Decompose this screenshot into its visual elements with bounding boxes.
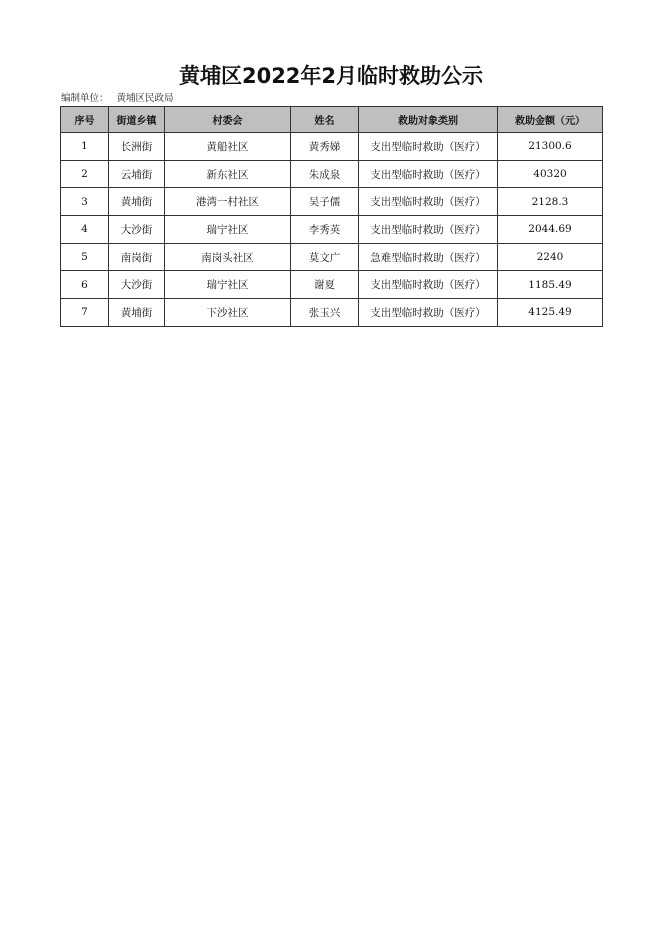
cell-subdistrict: 云埔街 <box>109 160 165 188</box>
cell-serial: 6 <box>61 271 109 299</box>
cell-amount: 2240 <box>498 243 603 271</box>
table-row <box>61 271 603 299</box>
cell-community: 港湾一村社区 <box>165 188 291 216</box>
cell-subdistrict: 南岗街 <box>109 243 165 271</box>
cell-category: 支出型临时救助（医疗） <box>359 299 498 327</box>
cell-amount: 40320 <box>498 160 603 188</box>
cell-serial: 2 <box>61 160 109 188</box>
compiling-unit-value: 黄埔区民政局 <box>116 93 174 104</box>
cell-category: 支出型临时救助（医疗） <box>359 160 498 188</box>
cell-community: 南岗头社区 <box>165 243 291 271</box>
table-row <box>61 299 603 327</box>
cell-serial: 7 <box>61 299 109 327</box>
cell-amount: 1185.49 <box>498 271 603 299</box>
header-community: 村委会 <box>165 107 291 133</box>
cell-community: 瑞宁社区 <box>165 271 291 299</box>
cell-subdistrict: 黄埔街 <box>109 188 165 216</box>
table-row <box>61 216 603 244</box>
header-category: 救助对象类别 <box>359 107 498 133</box>
cell-community: 新东社区 <box>165 160 291 188</box>
header-amount: 救助金额（元） <box>498 107 603 133</box>
compiling-unit <box>61 90 174 104</box>
table-row <box>61 243 603 271</box>
cell-category: 支出型临时救助（医疗） <box>359 271 498 299</box>
cell-amount: 21300.6 <box>498 133 603 161</box>
header-serial: 序号 <box>61 107 109 133</box>
cell-category: 支出型临时救助（医疗） <box>359 188 498 216</box>
cell-amount: 2044.69 <box>498 216 603 244</box>
cell-name: 朱成泉 <box>291 160 359 188</box>
table-row <box>61 133 603 161</box>
cell-subdistrict: 大沙街 <box>109 216 165 244</box>
cell-serial: 4 <box>61 216 109 244</box>
cell-amount: 4125.49 <box>498 299 603 327</box>
cell-name: 吴子儒 <box>291 188 359 216</box>
cell-community: 瑞宁社区 <box>165 216 291 244</box>
cell-name: 张玉兴 <box>291 299 359 327</box>
cell-name: 黄秀娣 <box>291 133 359 161</box>
cell-subdistrict: 大沙街 <box>109 271 165 299</box>
relief-table <box>60 106 603 327</box>
cell-amount: 2128.3 <box>498 188 603 216</box>
cell-serial: 5 <box>61 243 109 271</box>
cell-serial: 1 <box>61 133 109 161</box>
cell-category: 支出型临时救助（医疗） <box>359 133 498 161</box>
cell-serial: 3 <box>61 188 109 216</box>
cell-name: 谢夏 <box>291 271 359 299</box>
header-name: 姓名 <box>291 107 359 133</box>
table-header-row <box>61 107 603 133</box>
compiling-unit-label: 编制单位： <box>61 93 109 104</box>
page-title: 黄埔区2022年2月临时救助公示 <box>178 64 484 88</box>
table-row <box>61 160 603 188</box>
cell-community: 黄船社区 <box>165 133 291 161</box>
cell-subdistrict: 黄埔街 <box>109 299 165 327</box>
cell-name: 李秀英 <box>291 216 359 244</box>
cell-community: 下沙社区 <box>165 299 291 327</box>
cell-name: 莫文广 <box>291 243 359 271</box>
header-subdistrict: 街道乡镇 <box>109 107 165 133</box>
cell-category: 支出型临时救助（医疗） <box>359 216 498 244</box>
cell-category: 急难型临时救助（医疗） <box>359 243 498 271</box>
table-row <box>61 188 603 216</box>
cell-subdistrict: 长洲街 <box>109 133 165 161</box>
